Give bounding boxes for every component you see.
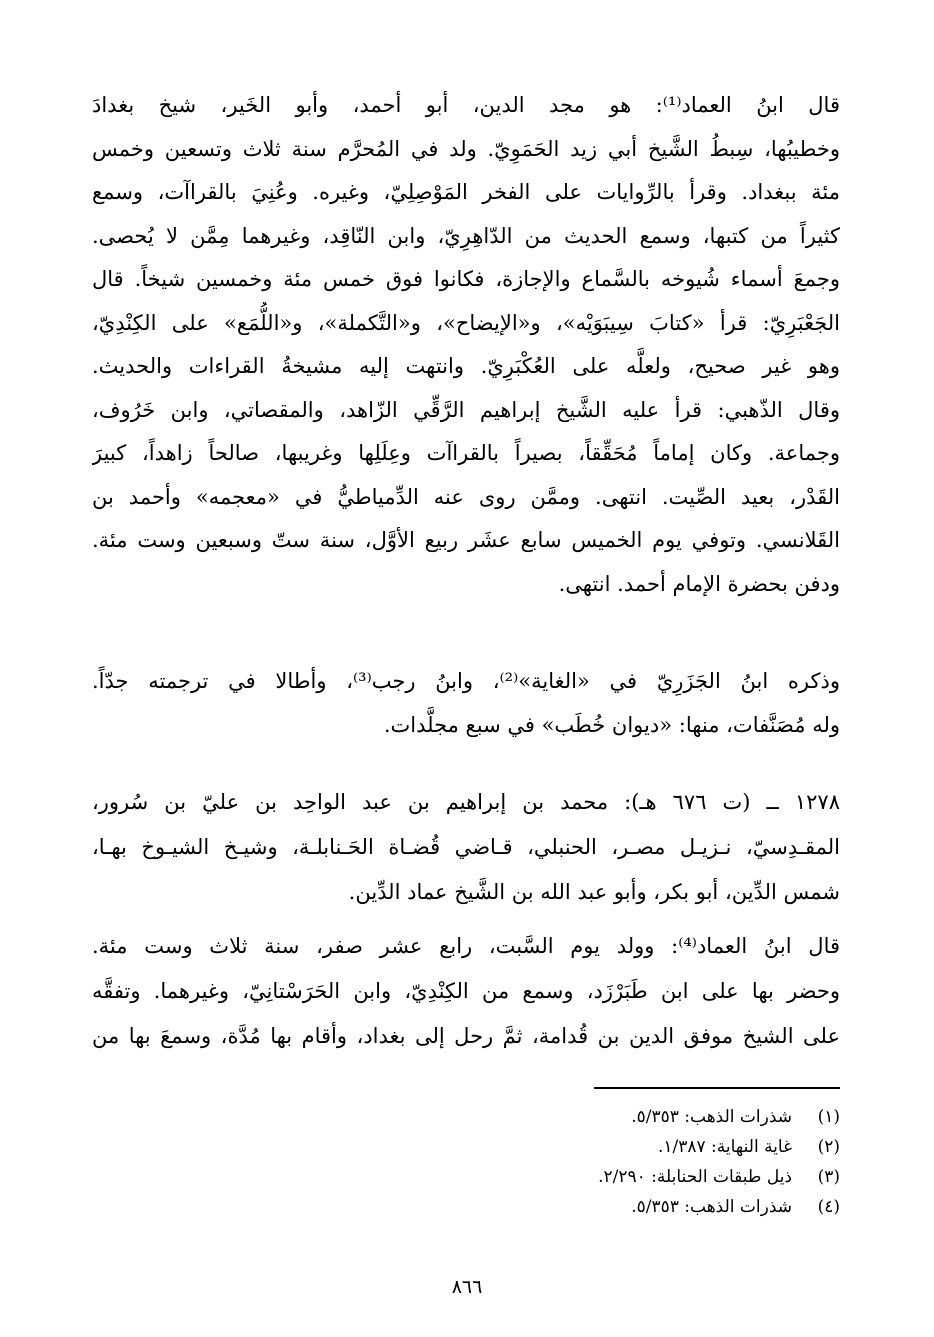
footnote-text: ذيل طبقات الحنابلة: ٢/٢٩٠. <box>598 1167 792 1187</box>
footnote-number: (٣) <box>817 1167 840 1187</box>
footnote-separator <box>594 1087 840 1089</box>
text-line: وحضر بها على ابن طَبَرْزَد، وسمع من الكِنْدِيّ، وابن الحَرَسْتانِيّ، وغيرهما. وتفقَّه <box>92 979 840 1003</box>
footnote <box>440 1132 840 1162</box>
paragraph-ibn-al-jazari-mention <box>92 660 840 747</box>
text-line: وهو غير صحيح، ولعلَّه على العُكْبَرِيّ. وانتهت إليه مشيخةُ القراءات والحديث. <box>92 354 840 378</box>
text-line: ودفن بحضرة الإمام أحمد. انتهى. <box>558 571 840 596</box>
text-line: قال ابنُ العماد⁽¹⁾: هو مجد الدين، أبو أحمد، وأبو الخَير، شيخ بغدادَ <box>92 93 840 117</box>
text-line: قال ابنُ العماد⁽⁴⁾: وولد يوم السَّبت، رابع عشر صفر، سنة ثلاث وست مئة. <box>92 934 840 958</box>
footnote <box>440 1192 840 1222</box>
text-line: وقال الذّهبي: قرأ عليه الشَّيخ إبراهيم الرَّقِّي الزّاهد، والمقصاتي، وابن خَرُوف، <box>92 397 840 422</box>
text-line: على الشيخ موفق الدين بن قُدامة، ثمَّ رحل إلى بغداد، وأقام بها مُدَّة، وسمعَ بها من <box>92 1024 840 1048</box>
footnote-text: شذرات الذهب: ٥/٣٥٣. <box>631 1197 792 1217</box>
footnote <box>440 1162 840 1192</box>
text-line: الجَعْبَرِيّ: قرأ «كتابَ سِيبَوَيْه»، و«الإيضاح»، و«التَّكملة»، و«اللُّمَع» على الكِنْدِيّ، <box>92 310 840 335</box>
text-line: وذكره ابنُ الجَزَرِيّ في «الغاية»⁽²⁾، وابنُ رجب⁽³⁾، وأطالا في ترجمته جدّاً. <box>92 669 840 693</box>
footnote <box>440 1102 840 1132</box>
text-line: القَدْر، بعيد الصِّيت. انتهى. وممَّن روى عنه الدِّمياطيُّ في «معجمه» وأحمد بن <box>92 484 840 509</box>
text-line: كثيراً من كتبها، وسمع الحديث من الدّاهِرِيّ، وابن النّاقِد، وغيرهما مِمَّن لا يُحصى. <box>92 223 840 248</box>
footnote-text: شذرات الذهب: ٥/٣٥٣. <box>631 1107 792 1127</box>
footnote-number: (٤) <box>817 1197 840 1217</box>
text-line: شمس الدِّين، أبو بكر، وأبو عبد الله بن الشَّيخ عماد الدِّين. <box>348 880 840 904</box>
text-line: وجماعة. وكان إماماً مُحَقِّقاً، بصيراً بالقراآت وعِلَلِها وغريبها، صالحاً زاهداً، كبيرَ <box>92 441 840 465</box>
text-line: المقـدِسيّ، نـزيـل مصـر، الحنبلي، قـاضي قُضـاة الحَـنابلـة، وشيـخ الشيـوخ بهـا، <box>92 835 840 859</box>
footnote-number: (١) <box>817 1107 840 1127</box>
text-line: وجمعَ أسماء شُيوخه بالسَّماع والإجازة، فكانوا فوق خمس مئة وخمسين شيخاً. قال <box>92 267 840 291</box>
text-line: مئة ببغداد. وقرأ بالرِّوايات على الفخر المَوْصِلِيّ، وغيره. وعُنِيَ بالقراآت، وسمع <box>92 180 840 204</box>
footnotes <box>440 1102 840 1222</box>
text-line: وخطيبُها، سِبطُ الشَّيخ أبي زيد الحَمَوِيّ. ولد في المُحرَّم سنة ثلاث وتسعين وخمس <box>92 136 840 161</box>
page-number: ٨٦٦ <box>451 1276 483 1298</box>
paragraph-entry-1278-biography <box>92 924 840 1059</box>
footnote-text: غاية النهاية: ١/٣٨٧. <box>657 1137 792 1157</box>
entry-1278-heading-paragraph <box>92 780 840 915</box>
text-line: ١٢٧٨ ــ (ت ٦٧٦ هـ): محمد بن إبراهيم بن عبد الواحِد بن عليّ بن سُرور، <box>92 790 840 814</box>
text-line: القَلانسي. وتوفي يوم الخميس سابع عشَر ربيع الأوَّل، سنة ستّ وسبعين وست مئة. <box>92 528 840 552</box>
footnote-number: (٢) <box>817 1137 840 1157</box>
text-line: وله مُصَنَّفات، منها: «ديوان خُطَب» في سبع مجلَّدات. <box>383 712 840 737</box>
paragraph-ibn-al-imad-biography <box>92 84 840 606</box>
